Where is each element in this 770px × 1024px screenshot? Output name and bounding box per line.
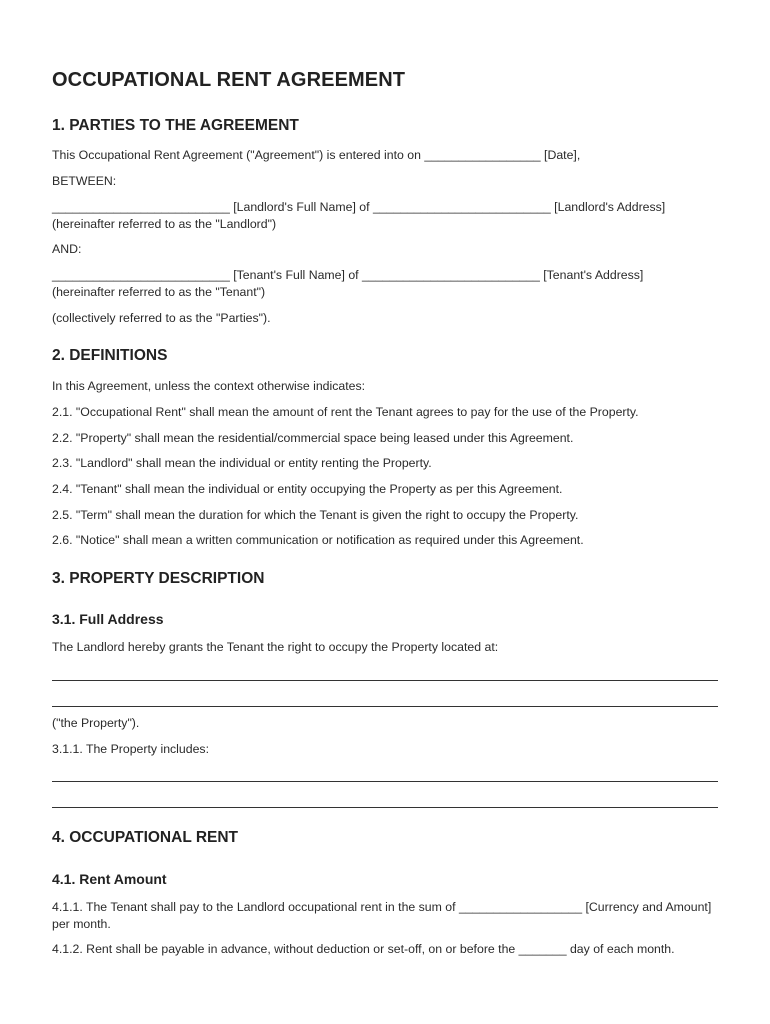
tenant-line: __________________________ [Tenant's Full Name] of __________________________ [Tenant's Address] [52,268,644,282]
landlord-reference: (hereinafter referred to as the "Landlord") [52,217,277,231]
parties-intro: This Occupational Rent Agreement ("Agreement") is entered into on _________________ [Date], [52,148,581,162]
blank-line [52,706,718,707]
section-heading-rent: 4. OCCUPATIONAL RENT [52,829,239,846]
subheading-full-address: 3.1. Full Address [52,611,164,627]
and-label: AND: [52,242,82,256]
tenant-reference: (hereinafter referred to as the "Tenant") [52,285,266,299]
definition-item: 2.4. "Tenant" shall mean the individual or entity occupying the Property as per this Agreement. [52,482,563,496]
landlord-line: __________________________ [Landlord's Full Name] of __________________________ [Landlord's Address] [52,200,666,214]
blank-line [52,781,718,782]
subheading-rent-amount: 4.1. Rent Amount [52,871,167,887]
definition-item: 2.6. "Notice" shall mean a written communication or notification as required under this Agreement. [52,533,584,547]
section-heading-property: 3. PROPERTY DESCRIPTION [52,570,265,587]
definition-item: 2.5. "Term" shall mean the duration for which the Tenant is given the right to occupy the Property. [52,508,579,522]
definitions-intro: In this Agreement, unless the context otherwise indicates: [52,379,366,393]
definition-item: 2.2. "Property" shall mean the residential/commercial space being leased under this Agreement. [52,431,574,445]
definition-item: 2.1. "Occupational Rent" shall mean the amount of rent the Tenant agrees to pay for the use of the Property. [52,405,639,419]
parties-collective: (collectively referred to as the "Parties"). [52,311,271,325]
blank-line [52,807,718,808]
rent-due-clause: 4.1.2. Rent shall be payable in advance, without deduction or set-off, on or before the _______ day of each month. [52,942,675,956]
property-intro: The Landlord hereby grants the Tenant the right to occupy the Property located at: [52,640,499,654]
between-label: BETWEEN: [52,174,117,188]
document-title: OCCUPATIONAL RENT AGREEMENT [52,69,406,91]
blank-line [52,680,718,681]
section-heading-definitions: 2. DEFINITIONS [52,347,168,364]
rent-amount-clause: 4.1.1. The Tenant shall pay to the Landlord occupational rent in the sum of __________________ [Currency and Amount] per month. [52,900,712,931]
the-property-label: ("the Property"). [52,716,140,730]
property-includes: 3.1.1. The Property includes: [52,742,209,756]
definition-item: 2.3. "Landlord" shall mean the individual or entity renting the Property. [52,456,432,470]
section-heading-parties: 1. PARTIES TO THE AGREEMENT [52,117,299,134]
